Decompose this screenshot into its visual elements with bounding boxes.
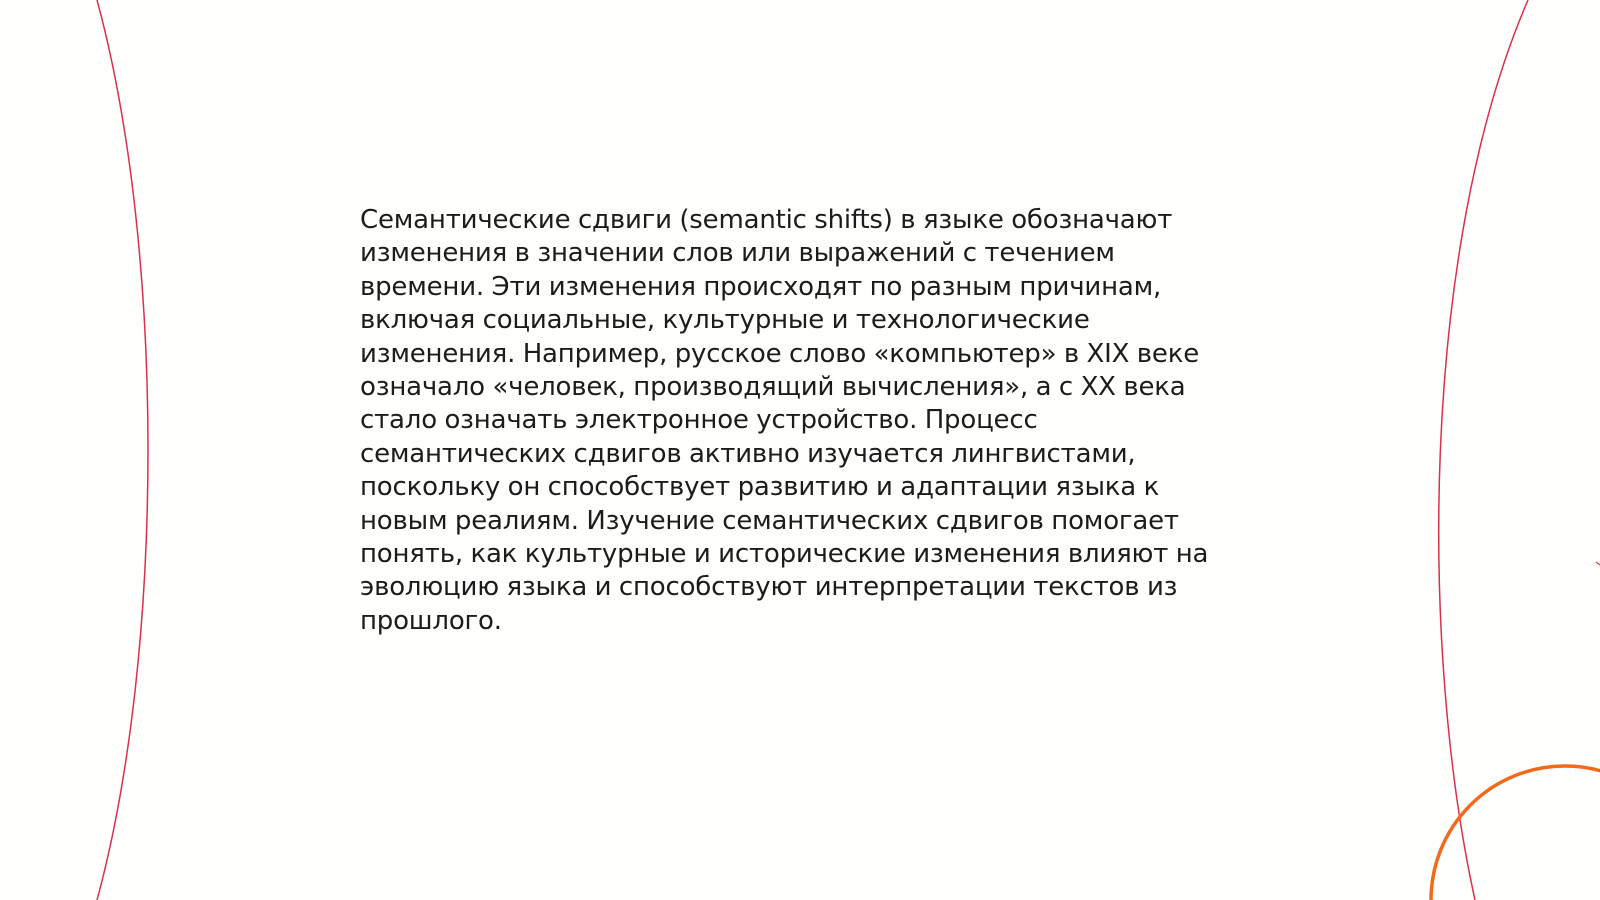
text-line: эволюцию языка и способствуют интерпретации текстов из <box>360 572 1178 603</box>
text-line: Семантические сдвиги (semantic shifts) в языке обозначают <box>360 205 1173 235</box>
text-line: времени. Эти изменения происходят по разным причинам, <box>360 271 1162 302</box>
text-line: включая социальные, культурные и технологические <box>360 305 1090 336</box>
text-line: изменения. Например, русское слово «компьютер» в XIX веке <box>360 338 1200 369</box>
right-arc-line <box>1439 0 1528 900</box>
text-line: изменения в значении слов или выражений с течением <box>360 238 1115 269</box>
left-arc-line <box>97 0 148 900</box>
text-line: означало «человек, производящий вычисления», а с XX века <box>360 372 1186 403</box>
corner-circle-outline <box>1431 766 1600 900</box>
edge-tick-mark <box>1596 562 1600 565</box>
text-line: понять, как культурные и исторические изменения влияют на <box>360 539 1209 570</box>
text-line: поскольку он способствует развитию и адаптации языка к <box>360 472 1160 503</box>
body-paragraph <box>360 204 1230 638</box>
text-line: новым реалиям. Изучение семантических сдвигов помогает <box>360 505 1179 536</box>
text-line: прошлого. <box>360 605 502 636</box>
text-line: стало означать электронное устройство. Процесс <box>360 405 1038 436</box>
text-line: семантических сдвигов активно изучается лингвистами, <box>360 438 1136 469</box>
